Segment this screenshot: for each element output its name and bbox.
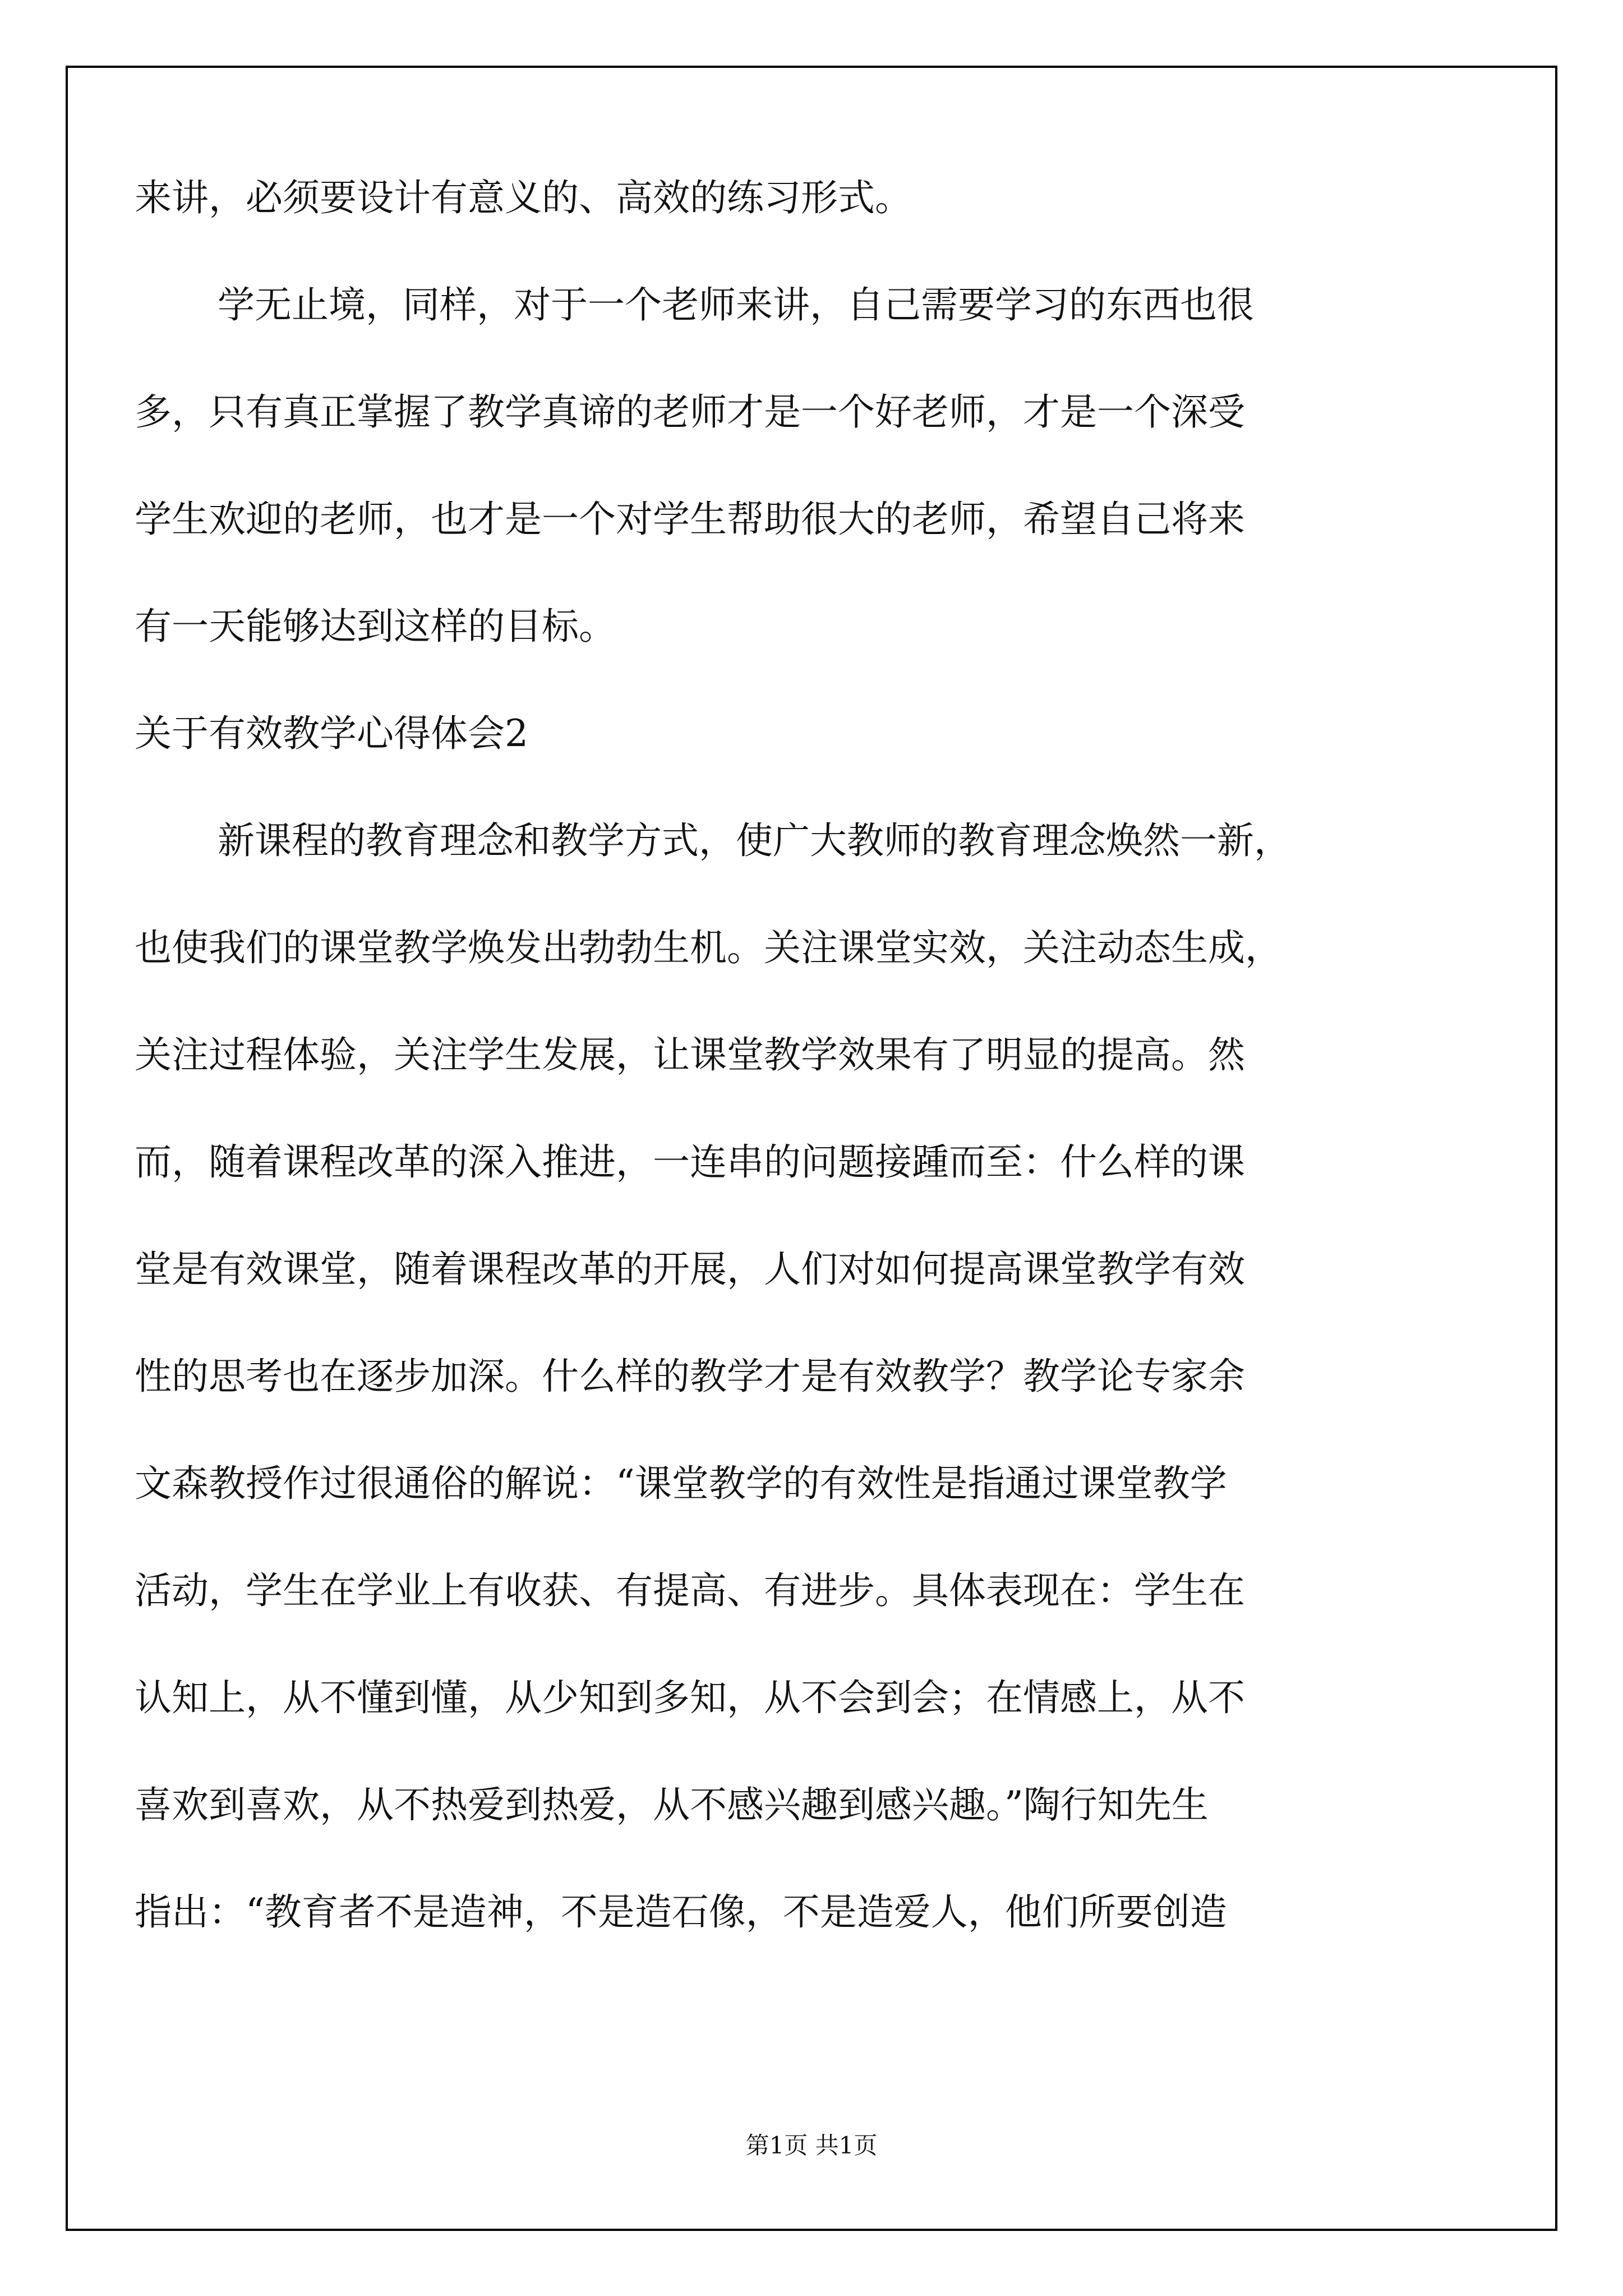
text-line: 多，只有真正掌握了教学真谛的老师才是一个好老师，才是一个深受	[135, 390, 1245, 434]
text-line: 堂是有效课堂，随着课程改革的开展，人们对如何提高课堂教学有效	[135, 1248, 1245, 1291]
text-line: 而，随着课程改革的深入推进，一连串的问题接踵而至：什么样的课	[135, 1140, 1245, 1184]
section-heading: 关于有效教学心得体会2	[135, 712, 528, 755]
text-line: 喜欢到喜欢，从不热爱到热爱，从不感兴趣到感兴趣。”陶行知先生	[135, 1783, 1209, 1826]
text-line: 文森教授作过很通俗的解说：“课堂教学的有效性是指通过课堂教学	[135, 1462, 1227, 1505]
text-line: 关注过程体验，关注学生发展，让课堂教学效果有了明显的提高。然	[135, 1033, 1245, 1076]
page-number-footer: 第1页 共1页	[745, 2132, 878, 2159]
text-line: 有一天能够达到这样的目标。	[135, 605, 616, 648]
text-line: 性的思考也在逐步加深。什么样的教学才是有效教学？教学论专家余	[135, 1355, 1245, 1398]
text-line: 指出：“教育者不是造神，不是造石像，不是造爱人，他们所要创造	[135, 1890, 1227, 1934]
text-line: 学生欢迎的老师，也才是一个对学生帮助很大的老师，希望自己将来	[135, 498, 1245, 541]
text-line: 来讲，必须要设计有意义的、高效的练习形式。	[135, 176, 912, 219]
paragraph-start-line: 学无止境，同样，对于一个老师来讲，自己需要学习的东西也很	[218, 283, 1254, 326]
text-line: 认知上，从不懂到懂，从少知到多知，从不会到会；在情感上，从不	[135, 1676, 1245, 1719]
text-line: 也使我们的课堂教学焕发出勃勃生机。关注课堂实效，关注动态生成，	[135, 926, 1282, 969]
paragraph-start-line: 新课程的教育理念和教学方式，使广大教师的教育理念焕然一新，	[218, 819, 1291, 862]
text-line: 活动，学生在学业上有收获、有提高、有进步。具体表现在：学生在	[135, 1569, 1245, 1612]
